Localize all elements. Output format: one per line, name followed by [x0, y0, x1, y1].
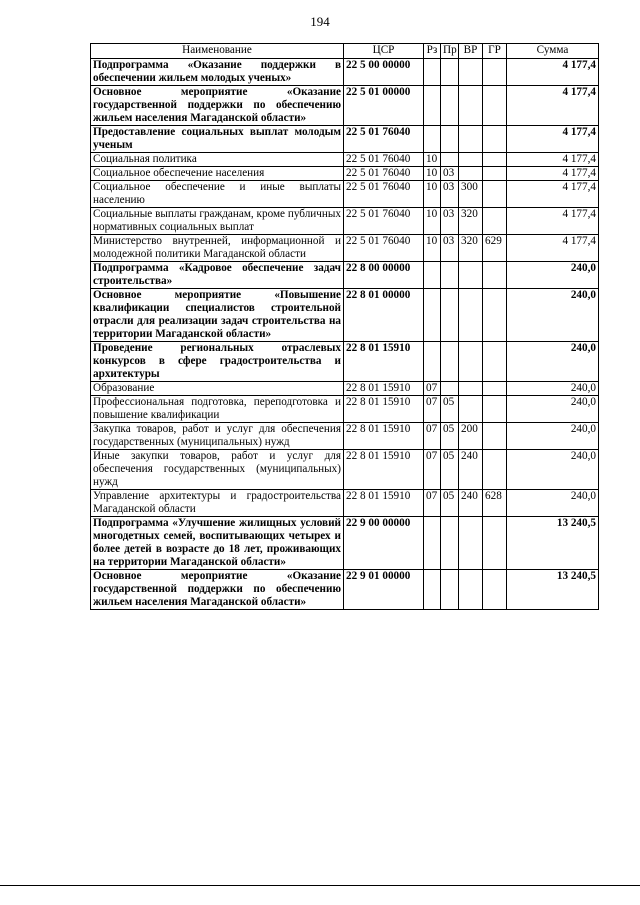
- table-row: [91, 262, 599, 289]
- cell-name: Подпрограмма «Кадровое обеспечение задач строительства»: [91, 262, 344, 289]
- cell-csr: 22 9 00 00000: [344, 517, 424, 570]
- cell-pr: 05: [441, 450, 459, 490]
- cell-pr: 05: [441, 490, 459, 517]
- cell-pr: [441, 126, 459, 153]
- cell-csr: 22 8 01 15910: [344, 342, 424, 382]
- cell-vr: [459, 86, 483, 126]
- cell-vr: [459, 517, 483, 570]
- cell-name: Основное мероприятие «Оказание государственной поддержки по обеспечению жильем населения Магаданской области»: [91, 570, 344, 610]
- cell-pr: 03: [441, 167, 459, 181]
- cell-pr: [441, 262, 459, 289]
- cell-name: Основное мероприятие «Оказание государственной поддержки по обеспечению жильем населения Магаданской области»: [91, 86, 344, 126]
- cell-vr: 320: [459, 235, 483, 262]
- cell-sum: 240,0: [507, 396, 599, 423]
- cell-vr: [459, 396, 483, 423]
- cell-gr: [483, 382, 507, 396]
- cell-pr: [441, 86, 459, 126]
- cell-csr: 22 9 01 00000: [344, 570, 424, 610]
- header-pr: Пр: [441, 44, 459, 59]
- page-number: 194: [310, 14, 330, 29]
- cell-rz: [424, 59, 441, 86]
- cell-rz: 07: [424, 490, 441, 517]
- cell-name: Профессиональная подготовка, переподготовка и повышение квалификации: [91, 396, 344, 423]
- cell-vr: 200: [459, 423, 483, 450]
- cell-pr: [441, 153, 459, 167]
- cell-sum: 4 177,4: [507, 208, 599, 235]
- table-row: [91, 517, 599, 570]
- cell-rz: [424, 262, 441, 289]
- cell-vr: [459, 570, 483, 610]
- cell-rz: [424, 570, 441, 610]
- cell-name: Предоставление социальных выплат молодым ученым: [91, 126, 344, 153]
- cell-vr: 240: [459, 490, 483, 517]
- header-gr: ГР: [483, 44, 507, 59]
- cell-gr: [483, 450, 507, 490]
- cell-sum: 4 177,4: [507, 86, 599, 126]
- cell-vr: [459, 59, 483, 86]
- cell-name: Министерство внутренней, информационной и молодежной политики Магаданской области: [91, 235, 344, 262]
- cell-name: Социальные выплаты гражданам, кроме публичных нормативных социальных выплат: [91, 208, 344, 235]
- cell-pr: [441, 517, 459, 570]
- cell-rz: 10: [424, 167, 441, 181]
- cell-pr: [441, 289, 459, 342]
- cell-sum: 240,0: [507, 382, 599, 396]
- cell-csr: 22 8 01 15910: [344, 423, 424, 450]
- cell-vr: 240: [459, 450, 483, 490]
- cell-rz: 07: [424, 396, 441, 423]
- cell-gr: [483, 167, 507, 181]
- cell-vr: [459, 126, 483, 153]
- header-vr: ВР: [459, 44, 483, 59]
- cell-sum: 240,0: [507, 289, 599, 342]
- cell-gr: [483, 126, 507, 153]
- cell-rz: 10: [424, 208, 441, 235]
- table-row: [91, 59, 599, 86]
- cell-vr: [459, 262, 483, 289]
- cell-sum: 4 177,4: [507, 153, 599, 167]
- cell-csr: 22 8 01 15910: [344, 382, 424, 396]
- cell-csr: 22 5 01 76040: [344, 167, 424, 181]
- table-row: [91, 235, 599, 262]
- cell-name: Управление архитектуры и градостроительства Магаданской области: [91, 490, 344, 517]
- cell-vr: 320: [459, 208, 483, 235]
- cell-rz: [424, 342, 441, 382]
- cell-rz: [424, 126, 441, 153]
- cell-name: Социальное обеспечение населения: [91, 167, 344, 181]
- cell-pr: [441, 59, 459, 86]
- cell-gr: 628: [483, 490, 507, 517]
- cell-pr: 03: [441, 181, 459, 208]
- cell-name: Социальное обеспечение и иные выплаты населению: [91, 181, 344, 208]
- cell-sum: 13 240,5: [507, 570, 599, 610]
- cell-csr: 22 5 01 00000: [344, 86, 424, 126]
- header-csr: ЦСР: [344, 44, 424, 59]
- table-row: [91, 181, 599, 208]
- table-row: [91, 490, 599, 517]
- cell-sum: 240,0: [507, 262, 599, 289]
- cell-sum: 4 177,4: [507, 126, 599, 153]
- cell-csr: 22 5 01 76040: [344, 208, 424, 235]
- cell-sum: 4 177,4: [507, 167, 599, 181]
- table-header-row: [91, 44, 599, 59]
- cell-sum: 240,0: [507, 450, 599, 490]
- cell-pr: [441, 342, 459, 382]
- cell-pr: 05: [441, 423, 459, 450]
- cell-gr: [483, 262, 507, 289]
- table-row: [91, 167, 599, 181]
- cell-name: Иные закупки товаров, работ и услуг для обеспечения государственных (муниципальных) нужд: [91, 450, 344, 490]
- cell-name: Образование: [91, 382, 344, 396]
- cell-gr: [483, 181, 507, 208]
- cell-sum: 240,0: [507, 490, 599, 517]
- cell-vr: [459, 153, 483, 167]
- cell-rz: [424, 86, 441, 126]
- table-row: [91, 423, 599, 450]
- footer-rule: [0, 885, 640, 886]
- cell-csr: 22 8 01 15910: [344, 490, 424, 517]
- cell-gr: [483, 289, 507, 342]
- cell-rz: 07: [424, 423, 441, 450]
- cell-vr: [459, 167, 483, 181]
- header-sum: Сумма: [507, 44, 599, 59]
- cell-name: Подпрограмма «Улучшение жилищных условий многодетных семей, воспитывающих четырех и более детей в возрасте до 18 лет, проживающих на территории Магаданской области»: [91, 517, 344, 570]
- cell-csr: 22 5 01 76040: [344, 153, 424, 167]
- cell-sum: 4 177,4: [507, 235, 599, 262]
- table-body: [91, 59, 599, 610]
- cell-gr: [483, 517, 507, 570]
- cell-gr: 629: [483, 235, 507, 262]
- cell-csr: 22 8 01 15910: [344, 450, 424, 490]
- cell-csr: 22 5 01 76040: [344, 126, 424, 153]
- cell-csr: 22 5 01 76040: [344, 235, 424, 262]
- cell-pr: 03: [441, 235, 459, 262]
- cell-vr: [459, 382, 483, 396]
- table-row: [91, 570, 599, 610]
- table-row: [91, 342, 599, 382]
- cell-rz: 10: [424, 153, 441, 167]
- cell-name: Социальная политика: [91, 153, 344, 167]
- cell-rz: 07: [424, 382, 441, 396]
- cell-gr: [483, 86, 507, 126]
- table-row: [91, 450, 599, 490]
- cell-rz: 10: [424, 235, 441, 262]
- cell-gr: [483, 208, 507, 235]
- cell-name: Основное мероприятие «Повышение квалификации специалистов строительной отрасли для реализации задач строительства на территории Магаданской области»: [91, 289, 344, 342]
- cell-gr: [483, 59, 507, 86]
- cell-rz: 07: [424, 450, 441, 490]
- cell-csr: 22 5 00 00000: [344, 59, 424, 86]
- cell-pr: 03: [441, 208, 459, 235]
- cell-pr: [441, 382, 459, 396]
- cell-sum: 240,0: [507, 342, 599, 382]
- table-row: [91, 208, 599, 235]
- cell-gr: [483, 153, 507, 167]
- cell-rz: [424, 517, 441, 570]
- header-rz: Рз: [424, 44, 441, 59]
- cell-sum: 13 240,5: [507, 517, 599, 570]
- table-row: [91, 289, 599, 342]
- cell-csr: 22 8 00 00000: [344, 262, 424, 289]
- cell-csr: 22 8 01 00000: [344, 289, 424, 342]
- cell-csr: 22 5 01 76040: [344, 181, 424, 208]
- table-row: [91, 86, 599, 126]
- table-row: [91, 153, 599, 167]
- cell-sum: 4 177,4: [507, 59, 599, 86]
- budget-table: [90, 43, 599, 610]
- cell-vr: [459, 342, 483, 382]
- cell-gr: [483, 423, 507, 450]
- cell-pr: 05: [441, 396, 459, 423]
- cell-sum: 240,0: [507, 423, 599, 450]
- cell-name: Подпрограмма «Оказание поддержки в обеспечении жильем молодых ученых»: [91, 59, 344, 86]
- cell-gr: [483, 396, 507, 423]
- table-row: [91, 382, 599, 396]
- cell-vr: [459, 289, 483, 342]
- cell-rz: [424, 289, 441, 342]
- cell-gr: [483, 342, 507, 382]
- cell-name: Закупка товаров, работ и услуг для обеспечения государственных (муниципальных) нужд: [91, 423, 344, 450]
- cell-rz: 10: [424, 181, 441, 208]
- table-row: [91, 126, 599, 153]
- cell-gr: [483, 570, 507, 610]
- cell-sum: 4 177,4: [507, 181, 599, 208]
- cell-csr: 22 8 01 15910: [344, 396, 424, 423]
- cell-pr: [441, 570, 459, 610]
- cell-vr: 300: [459, 181, 483, 208]
- cell-name: Проведение региональных отраслевых конкурсов в сфере градостроительства и архитектуры: [91, 342, 344, 382]
- header-name: Наименование: [91, 44, 344, 59]
- table-row: [91, 396, 599, 423]
